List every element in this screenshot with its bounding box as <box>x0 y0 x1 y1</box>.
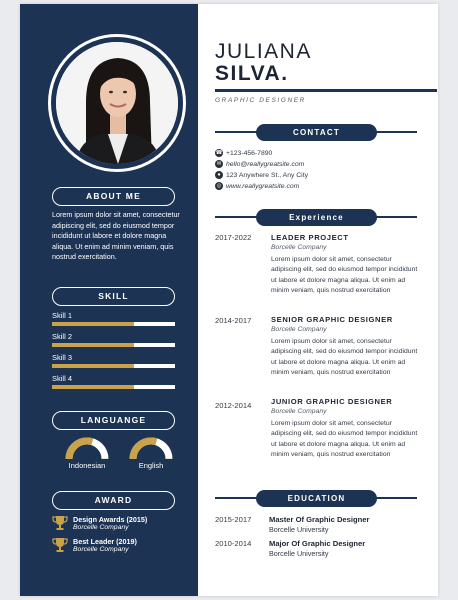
trophy-icon <box>52 515 68 531</box>
contact-phone <box>215 148 272 158</box>
award-title: Design Awards (2015) <box>73 515 148 524</box>
skill-bar-fill <box>52 385 134 389</box>
award-heading: AWARD <box>52 491 175 510</box>
contact-heading: CONTACT <box>256 124 377 141</box>
skill-bar <box>52 343 175 347</box>
experience-description: Lorem ipsum dolor sit amet, consectetur adipiscing elit, sed do eiusmod tempor incididunt ut labore et dolore magna aliqua. Ut enim ad minim veniam, quis nostrud exercitation <box>271 420 418 458</box>
language-gauge <box>128 436 174 460</box>
experience-dates: 2012-2014 <box>215 401 252 410</box>
about-heading: ABOUT ME <box>52 187 175 206</box>
skill-bar <box>52 322 175 326</box>
skill-bar <box>52 385 175 389</box>
skill-label: Skill 1 <box>52 311 73 320</box>
experience-company: Borcelle Company <box>271 408 327 415</box>
experience-description: Lorem ipsum dolor sit amet, consectetur adipiscing elit, sed do eiusmod tempor incididunt ut labore et dolore magna aliqua. Ut enim ad minim veniam, quis nostrud exercitation <box>271 256 418 294</box>
skill-label: Skill 3 <box>52 353 73 362</box>
address-text: 123 Anywhere St., Any City <box>226 171 308 179</box>
education-dates: 2015-2017 <box>215 515 252 524</box>
skill-label: Skill 4 <box>52 374 73 383</box>
education-degree: Master Of Graphic Designer <box>269 515 370 524</box>
location-icon: ● <box>215 171 223 179</box>
education-heading: EDUCATION <box>256 490 377 507</box>
experience-title: SENIOR GRAPHIC DESIGNER <box>271 315 393 324</box>
email-icon: ✉ <box>216 161 222 167</box>
skill-bar <box>52 364 175 368</box>
experience-dates: 2017-2022 <box>215 233 252 242</box>
contact-address <box>215 170 308 180</box>
first-name: JULIANA <box>215 40 312 63</box>
job-title: GRAPHIC DESIGNER <box>215 97 306 104</box>
phone-text: +123-456-7890 <box>226 149 273 157</box>
award-org: Borcelle Company <box>73 524 129 531</box>
education-degree: Major Of Graphic Designer <box>269 539 366 548</box>
experience-title: LEADER PROJECT <box>271 233 349 242</box>
language-label: Indonesian <box>68 461 106 470</box>
about-text: Lorem ipsum dolor sit amet, consectetur adipiscing elit, sed do eiusmod tempor incididunt ut labore et dolore magna aliqua. Ut enim ad minim veniam, quis nostrud exercitation. <box>52 210 180 261</box>
education-dates: 2010-2014 <box>215 539 252 548</box>
avatar <box>56 42 178 164</box>
globe-icon: ◎ <box>216 183 222 189</box>
experience-description: Lorem ipsum dolor sit amet, consectetur adipiscing elit, sed do eiusmod tempor incididunt ut labore et dolore magna aliqua. Ut enim ad minim veniam, quis nostrud exercitation <box>271 338 418 376</box>
skill-label: Skill 2 <box>52 332 73 341</box>
profile-photo <box>56 42 178 164</box>
language-heading: LANGUANGE <box>52 411 175 430</box>
skill-heading: SKILL <box>52 287 175 306</box>
email-text: hello@reallygreatsite.com <box>226 160 305 168</box>
education-school: Borcelle University <box>269 525 329 534</box>
skill-bar-fill <box>52 343 134 347</box>
experience-title: JUNIOR GRAPHIC DESIGNER <box>271 397 393 406</box>
website-text: www.reallygreatsite.com <box>226 182 300 190</box>
experience-company: Borcelle Company <box>271 244 327 251</box>
language-label: English <box>138 461 164 470</box>
experience-heading: Experience <box>256 209 377 226</box>
name-divider <box>215 89 437 92</box>
award-org: Borcelle Company <box>73 546 129 553</box>
experience-company: Borcelle Company <box>271 326 327 333</box>
phone-icon: ☎ <box>215 150 223 156</box>
education-school: Borcelle University <box>269 549 329 558</box>
skill-bar-fill <box>52 364 134 368</box>
contact-website <box>215 181 299 191</box>
experience-dates: 2014-2017 <box>215 316 252 325</box>
contact-email <box>215 159 304 169</box>
trophy-icon <box>52 537 68 553</box>
award-title: Best Leader (2019) <box>73 537 137 546</box>
language-gauge <box>64 436 110 460</box>
last-name: SILVA. <box>215 62 289 85</box>
skill-bar-fill <box>52 322 134 326</box>
